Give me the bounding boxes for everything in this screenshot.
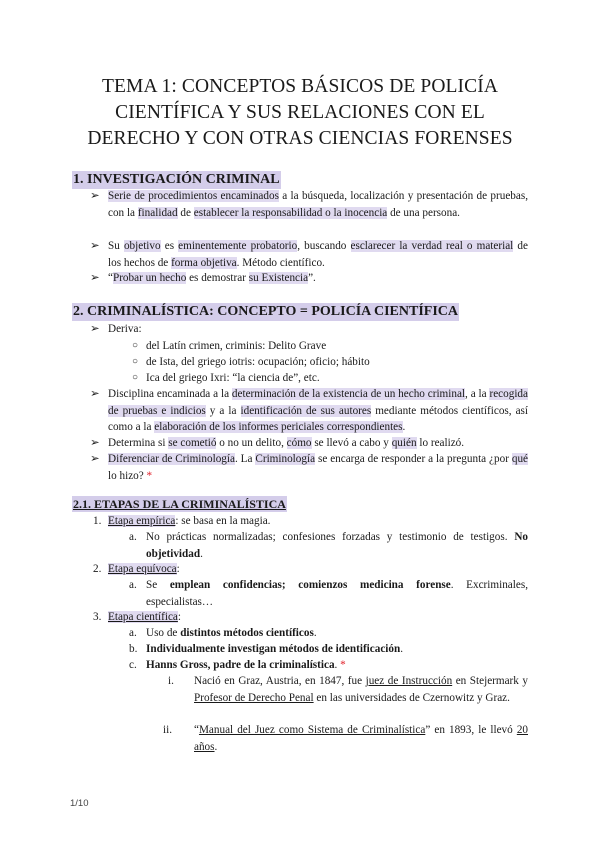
circle-bullet-icon: ○	[132, 356, 139, 367]
title-line-1: TEMA 1: CONCEPTOS BÁSICOS DE POLICÍA	[102, 76, 498, 97]
paragraph-investigacion-definicion: Serie de procedimientos encaminados a la búsqueda, localización y presentación de pruebas, con la finalidad de establecer la responsabilidad o la inocencia de una persona.	[108, 190, 528, 219]
list-item-no-practicas: No prácticas normalizadas; confesiones forzadas y testimonio de testigos. No objetividad.	[146, 531, 528, 560]
list-item-manual: “Manual del Juez como Sistema de Criminalística” en 1893, le llevó 20 años.	[194, 724, 528, 753]
list-item-confidencias: Se emplean confidencias; comienzos medicina forense. Excriminales, especialistas…	[146, 579, 528, 608]
subsection-heading-etapas: 2.1. ETAPAS DE LA CRIMINALÍSTICA	[73, 497, 286, 511]
list-letter: b.	[129, 643, 138, 655]
list-letter: a.	[129, 579, 137, 591]
list-item-identificacion: Individualmente investigan métodos de identificación.	[146, 643, 404, 655]
paragraph-deriva: Deriva:	[108, 323, 142, 335]
paragraph-disciplina: Disciplina encaminada a la determinación de la existencia de un hecho criminal, a la recogida de pruebas e indicios y a la identificación de sus autores mediante métodos científicos, así como a la elaboración de los informes periciales correspondientes.	[108, 388, 529, 433]
list-number: 2.	[93, 563, 102, 575]
circle-bullet-icon: ○	[132, 340, 139, 351]
paragraph-investigacion-objetivo: Su objetivo es eminentemente probatorio, buscando esclarecer la verdad real o material de los hechos de forma objetiva. Método científico.	[108, 240, 528, 269]
paragraph-criminologia: Diferenciar de Criminología. La Criminología se encarga de responder a la pregunta ¿por qué lo hizo? *	[108, 453, 528, 482]
list-letter: a.	[129, 531, 137, 543]
circle-bullet-icon: ○	[132, 372, 139, 383]
page-title	[60, 74, 540, 152]
list-item-etapa-cientifica: Etapa científica:	[108, 611, 181, 623]
section-heading-investigacion: 1. INVESTIGACIÓN CRIMINAL	[73, 172, 280, 187]
arrow-bullet-icon: ➢	[90, 240, 100, 252]
list-item-metodos: Uso de distintos métodos científicos.	[146, 627, 317, 639]
arrow-bullet-icon: ➢	[90, 190, 100, 202]
paragraph-investigacion-probar: “Probar un hecho es demostrar su Existencia”.	[108, 272, 316, 284]
list-letter: a.	[129, 627, 137, 639]
arrow-bullet-icon: ➢	[90, 453, 100, 465]
page-number: 1/10	[70, 798, 89, 809]
list-roman: i.	[168, 675, 174, 687]
paragraph-determina: Determina si se cometió o no un delito, cómo se llevó a cabo y quién lo realizó.	[108, 437, 465, 449]
title-line-3: DERECHO Y CON OTRAS CIENCIAS FORENSES	[87, 128, 513, 149]
list-number: 1.	[93, 515, 102, 527]
arrow-bullet-icon: ➢	[90, 388, 100, 400]
list-item-hanns-gross: Hanns Gross, padre de la criminalística. *	[146, 659, 346, 671]
list-item-etimologia: de Ista, del griego iotris: ocupación; oficio; hábito	[146, 356, 370, 368]
arrow-bullet-icon: ➢	[90, 323, 100, 335]
list-item-etimologia: Ica del griego Ixri: “la ciencia de”, etc.	[146, 372, 320, 384]
arrow-bullet-icon: ➢	[90, 272, 100, 284]
arrow-bullet-icon: ➢	[90, 437, 100, 449]
list-roman: ii.	[163, 724, 173, 736]
list-letter: c.	[129, 659, 137, 671]
section-heading-criminalistica: 2. CRIMINALÍSTICA: CONCEPTO = POLICÍA CIENTÍFICA	[73, 304, 458, 319]
list-item-etimologia: del Latín crimen, criminis: Delito Grave	[146, 340, 327, 352]
list-item-etapa-empirica: Etapa empírica: se basa en la magia.	[108, 515, 271, 527]
list-number: 3.	[93, 611, 102, 623]
list-item-etapa-equivoca: Etapa equívoca:	[108, 563, 180, 575]
title-line-2: CIENTÍFICA Y SUS RELACIONES CON EL	[115, 102, 485, 123]
list-item-biografia: Nació en Graz, Austria, en 1847, fue juez de Instrucción en Stejermark y Profesor de Derecho Penal en las universidades de Czernowitz y Graz.	[194, 675, 528, 704]
